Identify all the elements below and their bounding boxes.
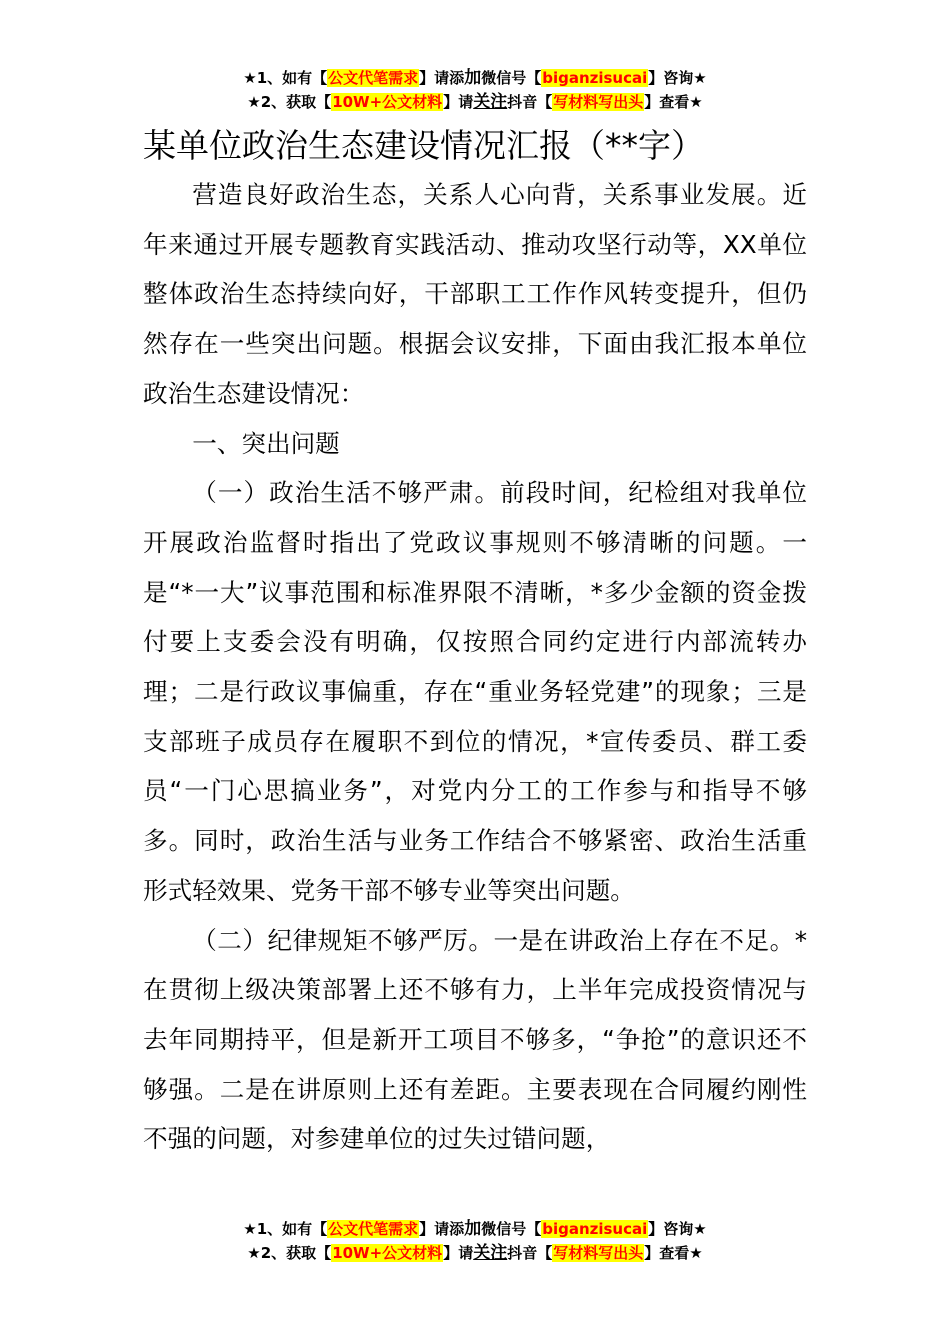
promo-highlight: 10W+公文材料 — [332, 93, 443, 111]
promo-text: 微信号【 — [481, 1220, 542, 1238]
promo-line-2 — [0, 1241, 950, 1265]
promo-douyin-id: 写材料写出头 — [553, 1244, 644, 1262]
promo-highlight: 公文代笔需求 — [328, 69, 419, 87]
promo-text: 抖音【 — [507, 93, 553, 111]
promo-text: 微信号【 — [481, 69, 542, 87]
promo-text: 】请添 — [419, 69, 465, 87]
promo-wechat-id: biganzisucai — [542, 69, 648, 87]
promo-text: ★1、如有【 — [243, 1220, 328, 1238]
promo-emphasis: 关注 — [473, 1243, 508, 1263]
promo-line-2 — [0, 90, 950, 114]
bottom-promo-banner — [0, 1217, 950, 1265]
promo-text: 】咨询★ — [648, 69, 707, 87]
promo-line-1 — [0, 1217, 950, 1241]
promo-text: 】咨询★ — [648, 1220, 707, 1238]
promo-text: 】查看★ — [644, 93, 703, 111]
document-title: 某单位政治生态建设情况汇报（**字） — [143, 126, 704, 165]
section-heading: 一、突出问题 — [192, 428, 340, 458]
promo-text: 】请 — [443, 93, 474, 111]
promo-line-1 — [0, 66, 950, 90]
promo-emphasis: 加 — [464, 68, 482, 88]
promo-emphasis: 关注 — [473, 92, 508, 112]
top-promo-banner — [0, 66, 950, 114]
promo-text: 抖音【 — [507, 1244, 553, 1262]
promo-text: ★2、获取【 — [247, 1244, 332, 1262]
promo-text: 】请添 — [419, 1220, 465, 1238]
paragraph-discipline: （二）纪律规矩不够严厉。一是在讲政治上存在不足。*在贯彻上级决策部署上还不够有力，上半年完成投资情况与去年同期持平，但是新开工项目不够多，“争抢”的意识还不够强。二是在讲原则上还有差距。主要表现在合同履约刚性不强的问题，对参建单位的过失过错问题， — [143, 925, 807, 1154]
promo-emphasis: 加 — [464, 1219, 482, 1239]
document-body — [143, 170, 807, 1164]
promo-highlight: 公文代笔需求 — [328, 1220, 419, 1238]
promo-highlight: 10W+公文材料 — [332, 1244, 443, 1262]
promo-text: 】查看★ — [644, 1244, 703, 1262]
promo-wechat-id: biganzisucai — [542, 1220, 648, 1238]
promo-text: ★1、如有【 — [243, 69, 328, 87]
promo-douyin-id: 写材料写出头 — [553, 93, 644, 111]
promo-text: 】请 — [443, 1244, 474, 1262]
paragraph-intro: 营造良好政治生态，关系人心向背，关系事业发展。近年来通过开展专题教育实践活动、推动攻坚行动等，XX单位整体政治生态持续向好，干部职工工作作风转变提升，但仍然存在一些突出问题。根据会议安排，下面由我汇报本单位政治生态建设情况： — [143, 180, 807, 408]
paragraph-political-life: （一）政治生活不够严肃。前段时间，纪检组对我单位开展政治监督时指出了党政议事规则不够清晰的问题。一是“*一大”议事范围和标准界限不清晰，*多少金额的资金拨付要上支委会没有明确，仅按照合同约定进行内部流转办理；二是行政议事偏重，存在“重业务轻党建”的现象；三是支部班子成员存在履职不到位的情况，*宣传委员、群工委员“一门心思搞业务”，对党内分工的工作参与和指导不够多。同时，政治生活与业务工作结合不够紧密、政治生活重形式轻效果、党务干部不够专业等突出问题。 — [143, 478, 807, 905]
promo-text: ★2、获取【 — [247, 93, 332, 111]
